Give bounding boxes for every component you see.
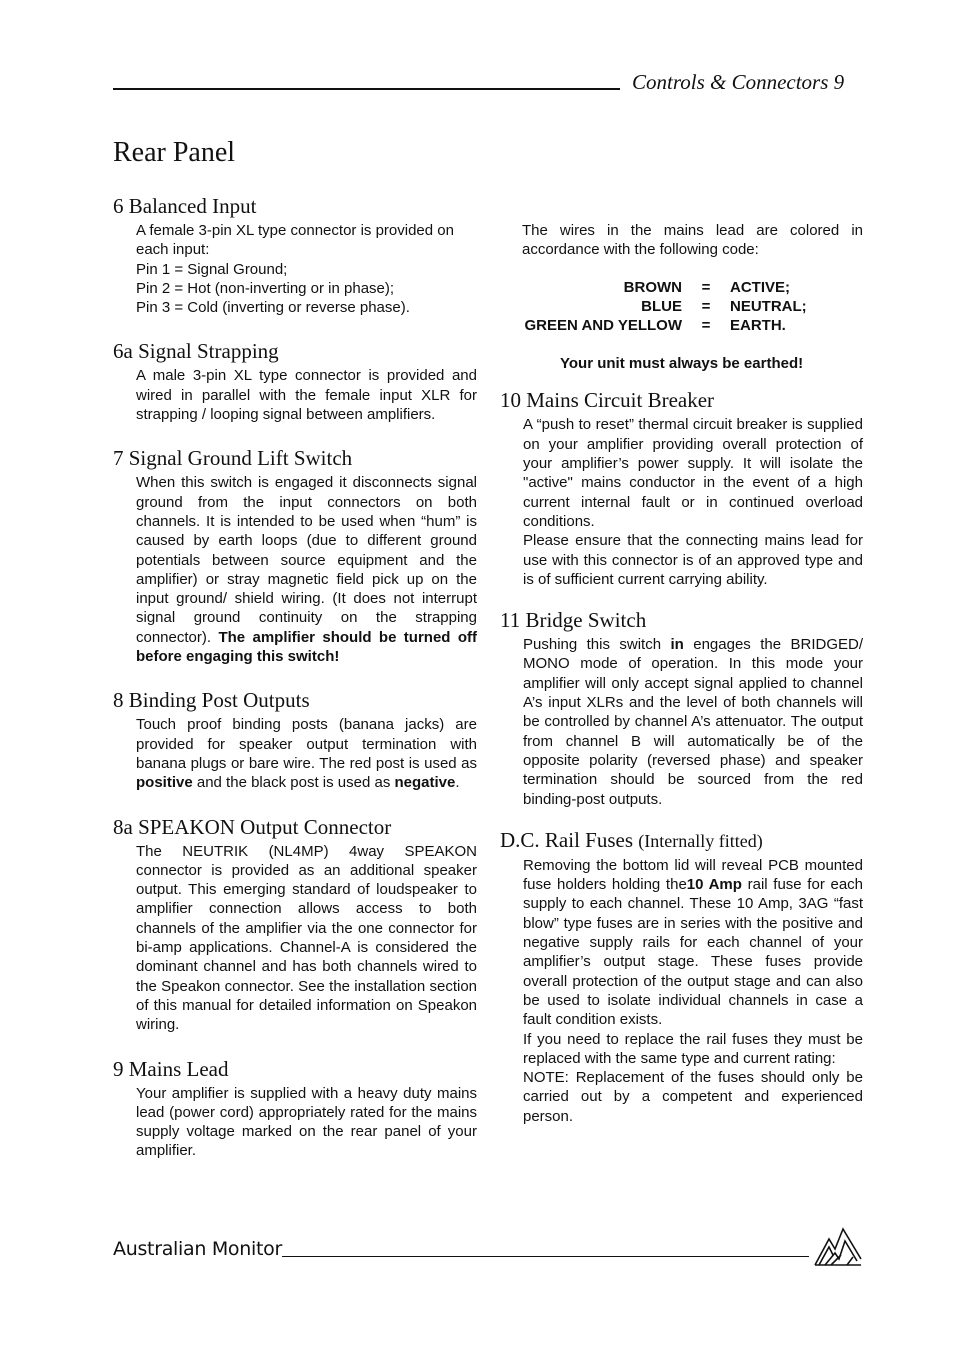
equals-sign: =	[701, 317, 711, 335]
wire-meaning: NEUTRAL;	[730, 297, 807, 315]
paragraph: A male 3-pin XL type connector is provided and wired in parallel with the female input XLR for strapping / looping signal between amplifiers.	[136, 367, 477, 424]
section-signal-strapping	[113, 338, 477, 424]
section-heading: 6a Signal Strapping	[113, 339, 279, 364]
text-run: and the black post is used as	[196, 774, 391, 792]
note-paragraph: NOTE: Replacement of the fuses should only be carried out by a competent and experienced person.	[523, 1069, 863, 1125]
wire-meaning: ACTIVE;	[730, 278, 790, 296]
paragraph: Please ensure that the connecting mains lead for use with this connector is of an approved type and is of sufficient current carrying ability.	[523, 532, 863, 588]
heading-text: D.C. Rail Fuses	[500, 827, 634, 852]
section-bridge-switch	[500, 607, 863, 809]
positive-term: positive	[136, 774, 193, 792]
section-rail-fuses	[500, 827, 863, 1126]
section-body	[136, 715, 477, 792]
left-column	[113, 193, 477, 1161]
section-heading: 10 Mains Circuit Breaker	[500, 388, 715, 413]
paragraph: A female 3-pin XL type connector is provided on each input:	[136, 222, 454, 259]
paragraph: Your amplifier is supplied with a heavy duty mains lead (power cord) appropriately rated for the mains supply voltage marked on the rear panel of your amplifier.	[136, 1084, 477, 1160]
text-run: .	[455, 774, 460, 792]
text-run: Pushing this switch	[523, 636, 662, 654]
in-term: in	[670, 636, 684, 654]
equals-sign: =	[701, 278, 711, 296]
page-title: Rear Panel	[113, 137, 236, 168]
paragraph: If you need to replace the rail fuses they must be replaced with the same type and current rating:	[523, 1030, 863, 1067]
section-body	[136, 842, 477, 1035]
header-title: Controls & Connectors 9	[632, 70, 845, 94]
section-ground-lift	[113, 445, 477, 666]
wire-color: BLUE	[641, 297, 682, 315]
section-body	[523, 635, 863, 809]
text-run: engages the BRIDGED/ MONO mode of operation. In this mode your amplifier will only accept signal applied to channel A’s input XLRs and the level of both channels will be controlled by channel A’s attenuator. The output from channel B will automatically be of the opposite polarity (reversed phase) and speaker termination should be sourced from the red binding-post outputs.	[523, 636, 863, 808]
color-code-row	[500, 278, 807, 297]
earth-warning: Your unit must always be earthed!	[560, 355, 804, 373]
paragraph	[136, 473, 477, 666]
wire-color: BROWN	[623, 278, 682, 296]
heading-subtitle: (Internally fitted)	[638, 830, 763, 851]
wire-color: GREEN AND YELLOW	[524, 317, 682, 335]
text-run: Touch proof binding posts (banana jacks) are provided for speaker output termination with banana plugs or bare wire. The red post is used as	[136, 716, 477, 772]
section-circuit-breaker	[500, 387, 863, 589]
brand-logo-icon	[813, 1225, 863, 1267]
color-code-row	[500, 297, 807, 316]
paragraph	[136, 715, 477, 792]
paragraph	[523, 856, 863, 1030]
brand-wordmark: Australian Monitor	[113, 1238, 282, 1260]
amp-rating: 10 Amp	[686, 876, 742, 894]
wires-intro	[522, 221, 863, 260]
text-run: When this switch is engaged it disconnects signal ground from the input connectors on both channels. It is intended to be used when “hum” is caused by earth loops (due to different ground potentials between source equipment and the amplifier) or stray magnetic field pick up on the input ground/ shield wiring. (It does not interrupt signal ground continuity on the strapping connector).	[136, 474, 477, 646]
section-body	[523, 856, 863, 1126]
section-binding-posts	[113, 687, 477, 792]
header-rule	[113, 88, 620, 90]
pin-3-line: Pin 3 = Cold (inverting or reverse phase).	[136, 299, 410, 317]
section-heading: 11 Bridge Switch	[500, 608, 647, 633]
color-code-table	[500, 278, 807, 336]
section-heading: 7 Signal Ground Lift Switch	[113, 446, 353, 471]
section-heading: 6 Balanced Input	[113, 194, 257, 218]
section-body	[136, 1084, 477, 1161]
section-mains-lead	[113, 1056, 477, 1161]
paragraph: The wires in the mains lead are colored in accordance with the following code:	[522, 222, 863, 259]
section-body	[136, 473, 477, 666]
footer-rule	[282, 1256, 809, 1257]
warning-text: The amplifier should be turned off before engaging this switch!	[136, 628, 477, 666]
wire-meaning: EARTH.	[730, 317, 786, 335]
paragraph	[523, 635, 863, 809]
text-run: rail fuse for each supply to each channel. These 10 Amp, 3AG “fast blow” type fuses are in series with the positive and negative supply rails for each channel of your amplifier’s output stage. These fuses provide overall protection of the output stage and can also be used to isolate individual channels in case a fault condition exists.	[523, 876, 864, 1029]
color-code-row	[500, 316, 807, 335]
pin-1-line: Pin 1 = Signal Ground;	[136, 260, 288, 278]
section-heading: 8a SPEAKON Output Connector	[113, 814, 392, 839]
section-body	[523, 415, 863, 589]
section-heading: 9 Mains Lead	[113, 1056, 229, 1081]
section-body	[136, 221, 477, 317]
section-heading: 8 Binding Post Outputs	[113, 688, 310, 713]
text-run: Removing the bottom lid will reveal PCB mounted fuse holders holding the	[523, 856, 863, 894]
paragraph: The NEUTRIK (NL4MP) 4way SPEAKON connector is provided as an additional speaker output. This emerging standard of loudspeaker to amplifier connection allows access to both channels of the amplifier via the one connector for bi-amp applications. Channel-A is considered the dominant channel and has both channels wired to the Speakon connector. See the installation section of this manual for detailed information on Speakon wiring.	[136, 842, 477, 1034]
section-speakon	[113, 814, 477, 1035]
section-heading	[500, 827, 863, 854]
paragraph: A “push to reset” thermal circuit breaker is supplied on your amplifier providing overall protection of your amplifier’s power supply. It will isolate the "active" mains conductor in the event of a high current internal fault or in continued overload conditions.	[523, 416, 863, 530]
right-column	[500, 221, 863, 1126]
section-body	[136, 366, 477, 424]
negative-term: negative	[394, 774, 456, 792]
pin-2-line: Pin 2 = Hot (non-inverting or in phase);	[136, 279, 395, 297]
equals-sign: =	[701, 297, 711, 315]
section-balanced-input	[113, 193, 477, 317]
